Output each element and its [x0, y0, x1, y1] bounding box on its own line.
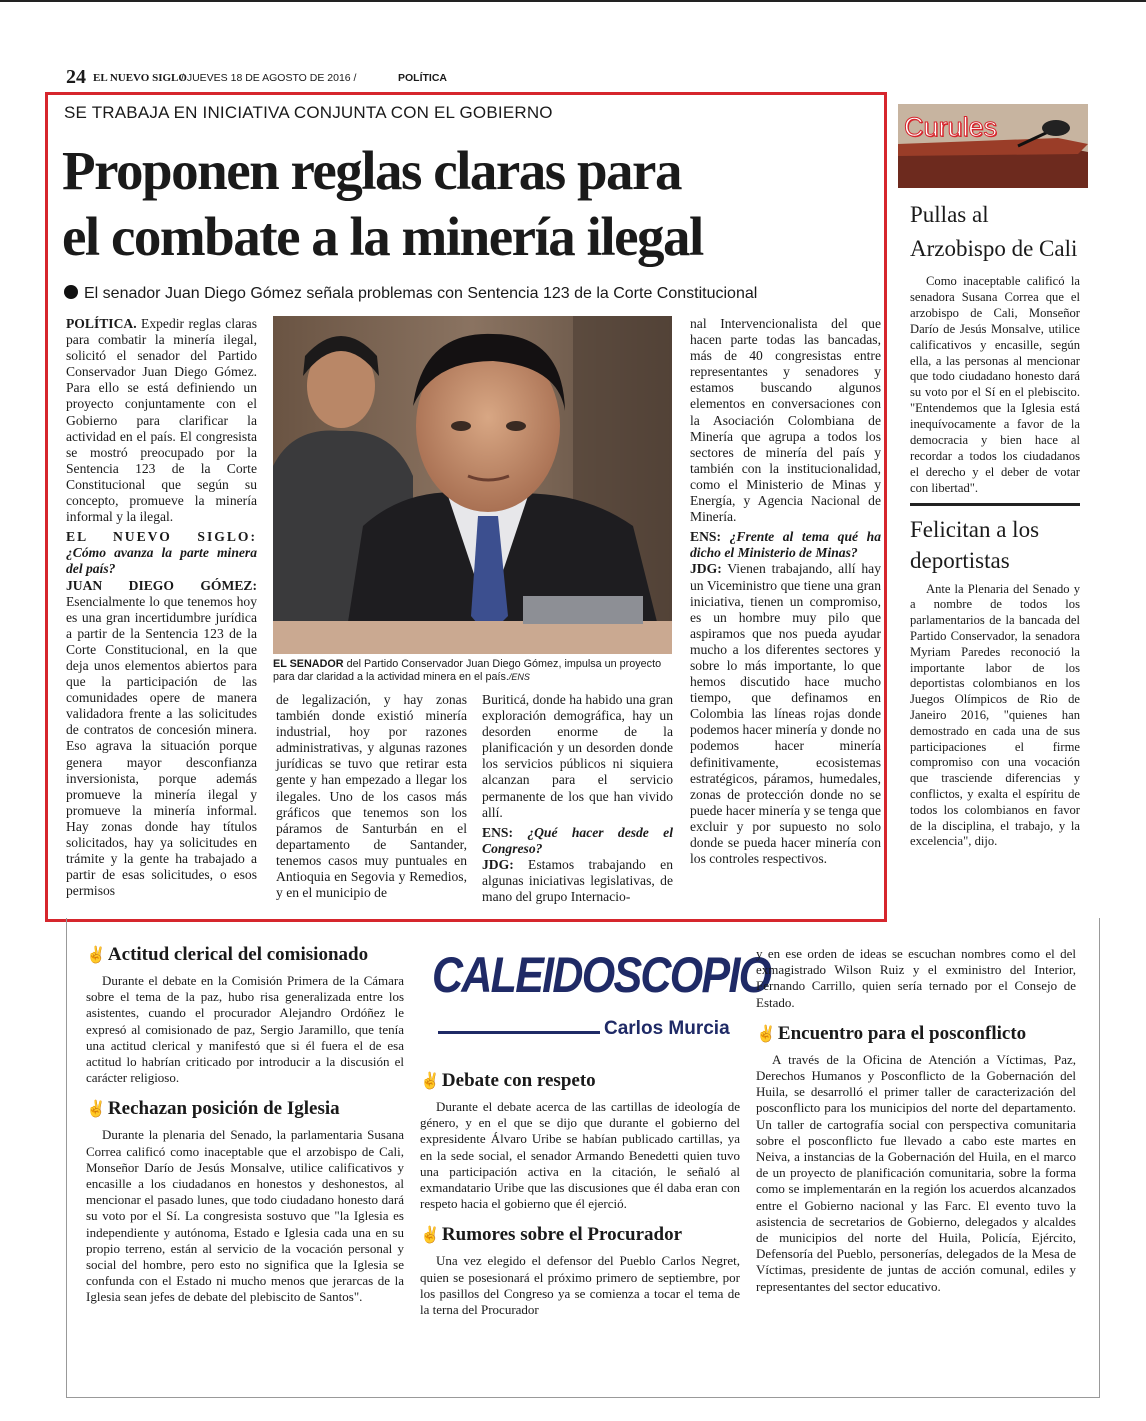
caleidoscopio-left-column [86, 944, 404, 1306]
a2-label: JDG: [482, 856, 514, 872]
item4-heading [420, 1224, 740, 1247]
item4-title: Rumores sobre el Procurador [441, 1224, 683, 1246]
dateline: POLÍTICA. [66, 316, 137, 331]
item1-title: Actitud clerical del comisionado [107, 944, 369, 965]
sidebar-item2-title: Felicitan a los deportistas [910, 516, 1040, 573]
q2-label: ENS: [482, 824, 513, 840]
item1-body: Durante el debate en la Comisión Primera de la Cámara sobre el tema de la paz, hubo risa generalizada entre los asistentes, cuando el procurador Alejandro Ordóñez le expresó al comisionado de paz, Sergio Jaramillo, que tenía una actitud clerical y manifestó que si él fuera el de esa actitud lo habrían criticado por introducir a la discusión el carácter religioso. [86, 973, 404, 1086]
victory-hand-icon: ✌ [86, 947, 106, 964]
col3-text: Buriticá, donde ha habido una gran exploración demográfica, hay un desorden enorme de la planificación y un desorden donde los servicios públicos ni siquiera alcanzan para el servicio permanente de los que han vivido allí. [482, 692, 674, 820]
senator-photo [273, 316, 672, 654]
curules-logo [898, 104, 1088, 188]
q1-label: EL NUEVO SIGLO: [66, 529, 257, 545]
paper-name: EL NUEVO SIGLO [93, 72, 187, 84]
senator-photo-image [273, 316, 672, 654]
item2-title: Rechazan posición de Iglesia [107, 1098, 340, 1120]
caption-text: del Partido Conservador Juan Diego Gómez, impulsa un proyecto para dar claridad a la actividad minera en el país. [273, 658, 662, 683]
item2-heading [86, 1098, 404, 1121]
col1-intro: Expedir reglas claras para combatir la minería ilegal, solicitó el senador del Partido Conservador Juan Diego Gómez. Para ello se está definiendo un proyecto conjuntamente con el Gobierno para clarificar la actividad en el país. El congresista se mostró preocupado por la Sentencia 123 de la Corte Constitucional que según su concepto, promueve la minería informal y la ilegal. [66, 316, 257, 525]
caleidoscopio-center-column [420, 1070, 740, 1318]
curules-title: Curules [904, 112, 998, 142]
victory-hand-icon: ✌ [420, 1073, 440, 1090]
a3-label: JDG: [690, 561, 722, 577]
item4-continued: y en ese orden de ideas se escuchan nombres como el del exmagistrado Wilson Ruiz y el exministro del Interior, Fernando Carrillo, quien sería ternado por el Consejo de Estado. [756, 946, 1076, 1010]
a2-text: Estamos trabajando en algunas iniciativas legislativas, de mano del grupo Internacio- [482, 856, 673, 905]
item3-heading [420, 1070, 740, 1093]
a1-label: JUAN DIEGO GÓMEZ: [66, 577, 257, 593]
item3-title: Debate con respeto [441, 1070, 596, 1091]
folio-date: / JUEVES 18 DE AGOSTO DE 2016 / [181, 72, 357, 84]
caleidoscopio-title: CALEIDOSCOPIO [432, 947, 771, 1003]
top-rule [0, 0, 1146, 2]
item5-body: A través de la Oficina de Atención a Víctimas, Paz, Derechos Humanos y Posconflicto de la Gobernación del Huila, se desarrolló el primer taller de caracterización del posconflicto para los municipios del norte del departamento. Un taller de cartografía social con perspectiva comunitaria sobre el posconflicto fue llevado a cabo este martes en Neiva, a instancias de la Gobernación del Huila, en el marco de un proyecto de planificación comunitaria, sobre la forma como se implementarán en la región los acuerdos alcanzados entre el Gobierno nacional y las Farc. El evento tuvo la asistencia de secretarios de Gobierno, delegados y alcaldes de municipios del norte del Huila, Policía, Ejército, Defensoría del Pueblo, personerías, delegados de la Mesa de Víctimas, presidente de juntas de acción comunal, ediles y representantes del sector educativo. [756, 1051, 1076, 1294]
item1-heading [86, 944, 404, 967]
q3-label: ENS: [690, 529, 721, 545]
article-column-2 [276, 692, 467, 901]
headline-line-1: Proponen reglas claras para [62, 140, 681, 201]
sidebar-item1-title: Pullas al Arzobispo de Cali [910, 202, 1078, 261]
article-deck [64, 285, 876, 303]
article-column-1 [66, 316, 257, 899]
a1-text: Esencialmente lo que tenemos hoy es una gran incertidumbre jurídica a partir de la Sentencia 123 de la Corte Constitucional, en la que deja unos elementos abiertos para que la participación de las comunidades opere de manera validadora frente a las solicitudes de contratos de concesión minera. Eso agrava la situación porque genera mayor desconfianza inversionista, porque además promueve la minería ilegal y promueve la minería informal. Hay zonas donde hay títulos solicitados, hay ya solicitudes en trámite y la gente ha trabajado a partir de esas solicitudes, o esos permisos [66, 593, 257, 899]
article-column-4 [690, 316, 881, 867]
article-kicker: SE TRABAJA EN INICIATIVA CONJUNTA CON EL GOBIERNO [64, 103, 553, 122]
col2-text: de legalización, y hay zonas también donde existió minería industrial, hoy por razones administrativas, y algunas razones jurídicas se tuvo que retirar esta gente y han empezado a llegar los ilegales. Uno de los casos más gráficos que tenemos son los páramos de Santurbán en el departamento de Santander, tenemos casos muy puntuales en Antioquia en Segovia y Remedios, y en el municipio de [276, 692, 467, 901]
black-circle-icon [64, 285, 78, 299]
a3-text: Vienen trabajando, allí hay un Viceministro que tiene una gran iniciativa, tienen un compromiso, es un hombre muy pilo que aspiramos que nos pueda ayudar mucho a los diferentes sectores y sobre lo más importante, lo que hemos discutido hace mucho tiempo, que definamos en Colombia las líneas rojas donde podemos hacer minería y donde no podemos hacer minería definitivamente, ecosistemas estratégicos, páramos, humedales, zonas de protección donde no se puede hacer minería y se tenga que excluir y por supuesto no solo donde se pueda hacer minería con los controles respectivos. [690, 561, 881, 867]
caleidoscopio-author: Carlos Murcia [604, 1018, 730, 1039]
item5-heading [756, 1023, 1076, 1046]
caleidoscopio-title-block [420, 944, 771, 1054]
deck-text: El senador Juan Diego Gómez señala problemas con Sentencia 123 de la Corte Constitucional [84, 285, 758, 302]
author-rule [438, 1031, 600, 1034]
q2-text: ¿Qué hacer desde el Congreso? [482, 824, 673, 856]
victory-hand-icon: ✌ [86, 1101, 106, 1119]
item4-body: Una vez elegido el defensor del Pueblo Carlos Negret, quien se posesionará el próximo primero de septiembre, por los pasillos del Congreso ya se comienza a tocar el tema de la terna del Procurador [420, 1253, 740, 1318]
folio-section: POLÍTICA [398, 72, 447, 84]
col4-text: nal Intervencionalista del que hacen parte todas las bancadas, más de 40 congresistas entre representantes y senadores y estamos buscando algunos elementos en conversaciones con la Asociación Colombiana de Minería que agrupa a todos los sectores de minería del país y también con la institucionalidad, como el Ministerio de Minas y Energía, y Agencia Nacional de Minería. [690, 316, 881, 525]
sidebar-divider [910, 503, 1080, 506]
folio [66, 66, 466, 90]
item3-body: Durante el debate acerca de las cartillas de ideología de género, y en el que se dijo que durante el gobierno del expresidente Álvaro Uribe se habían publicado cartillas, ya en la sede social, el senador Armando Benedetti quien tuvo una participación activa en la citación, le señaló al exmandatario Uribe que las discusiones que él daba eran con respeto hacia el gobierno que él ejerció. [420, 1099, 740, 1212]
victory-hand-icon: ✌ [756, 1025, 776, 1043]
sidebar-item1-body: Como inaceptable calificó la senadora Susana Correa que el arzobispo de Cali, Monseñor Darío de Jesús Monsalve, utilice calificativos y encasille, según ella, a las personas al mencionar que todo ciudadano honesto dará su voto por el Sí en el plebiscito. "Entendemos que la Iglesia está inequívocamente a favor de la democracia y bien hace al recordar a todos los ciudadanos el derecho y el deber de votar con libertad". [910, 274, 1080, 495]
item5-title: Encuentro para el posconflicto [777, 1022, 1027, 1044]
item2-body: Durante la plenaria del Senado, la parlamentaria Susana Correa calificó como inaceptable que el arzobispo de Cali, Monseñor Darío de Jesús Monsalve, utilice calificativos y encasille a los ciudadanos en honestos y deshonestos, al mencionar el pasado lunes, que todo ciudadano honesto dará su voto por el Sí. La congresista sostuvo que "la Iglesia es independiente y autónoma, Estado e Iglesia cada una en su propio terreno, están al servicio de la vocación personal y social del hombre, pero esto no significa que la Iglesia se confunda con el Estado ni mucho menos que jerarcas de la Iglesia sean jefes de debate del plebiscito de Santos". [86, 1127, 404, 1305]
headline-line-2: el combate a la minería ilegal [62, 206, 703, 267]
photo-credit: /ENS [508, 672, 530, 682]
q1-text: ¿Cómo avanza la parte minera del país? [66, 545, 257, 577]
article-headline [62, 138, 882, 270]
caleidoscopio-right-column [756, 946, 1076, 1295]
caption-lead: EL SENADOR [273, 658, 344, 670]
sidebar-item2-body: Ante la Plenaria del Senado y a nombre de todos los parlamentarios de la bancada del Partido Conservador, la senadora Myriam Paredes reconoció la importante labor de los deportistas colombianos en los Juegos Olímpicos de Rio de Janeiro 2016, "quienes han demostrado en cada una de sus participaciones el firme compromiso con una vocación que trasciende diferencias y conflictos, y exalta el espíritu de todos los colombianos en favor de la disciplina, el trabajo, y la excelencia", dijo. [910, 581, 1080, 849]
q3-text: ¿Frente al tema qué ha dicho el Ministerio de Minas? [690, 529, 881, 561]
article-column-3 [482, 692, 673, 905]
sidebar [910, 198, 1080, 850]
photo-caption [273, 658, 673, 684]
page-number: 24 [66, 66, 86, 88]
victory-hand-icon: ✌ [420, 1227, 440, 1245]
